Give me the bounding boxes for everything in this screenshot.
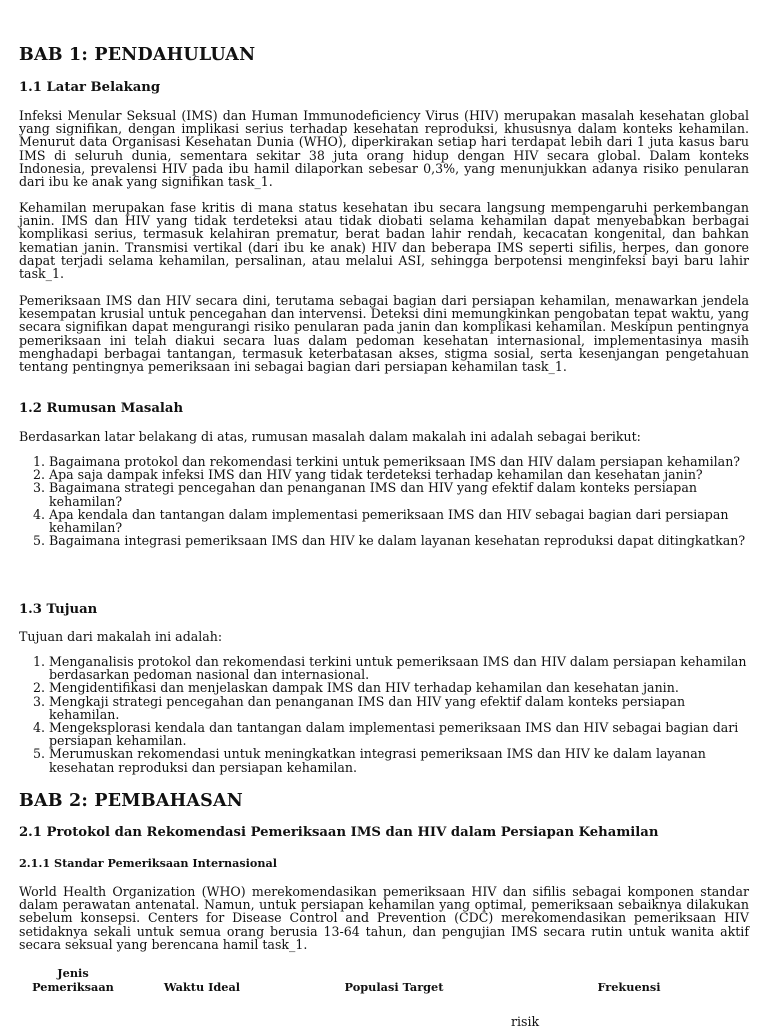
paragraph-latar-1: Infeksi Menular Seksual (IMS) dan Human Immunodeficiency Virus (HIV) merupakan masalah kesehatan global yang signifikan, dengan implikasi serius terhadap kesehatan reproduksi, khususnya dalam konteks kehamilan. Menurut data Organisasi Kesehatan Dunia (WHO), diperkirakan setiap hari terdapat lebih dari 1 juta kasus baru IMS di seluruh dunia, sementara sekitar 38 juta orang hidup dengan HIV secara global. Dalam konteks Indonesia, prevalensi HIV pada ibu hamil dilaporkan sebesar 0,3%, yang menunjukkan adanya risiko penularan dari ibu ke anak yang signifikan task_1. <box>19 108 749 190</box>
table-cell-partial: risik <box>511 1014 540 1029</box>
table-header-frekuensi: Frekuensi <box>597 980 661 994</box>
table-header-populasi: Populasi Target <box>344 980 444 994</box>
list-item: 5. Merumuskan rekomendasi untuk meningkatkan integrasi pemeriksaan IMS dan HIV ke dalam layanan kesehatan reproduksi dan persiapan kehamilan. <box>49 747 749 773</box>
paragraph-latar-2: Kehamilan merupakan fase kritis di mana status kesehatan ibu secara langsung mempengaruhi perkembangan janin. IMS dan HIV yang tidak terdeteksi atau tidak diobati selama kehamilan dapat menyebabkan berbagai komplikasi serius, termasuk kelahiran prematur, berat badan lahir rendah, kecacatan kongenital, dan bahkan kematian janin. Transmisi vertikal (dari ibu ke anak) HIV dan beberapa IMS seperti sifilis, herpes, dan gonore dapat terjadi selama kehamilan, persalinan, atau melalui ASI, sehingga berpotensi menginfeksi bayi baru lahir task_1. <box>19 200 749 282</box>
list-item: 4. Apa kendala dan tantangan dalam implementasi pemeriksaan IMS dan HIV sebagai bagian dari persiapan kehamilan? <box>49 508 749 534</box>
list-item: 4. Mengeksplorasi kendala dan tantangan dalam implementasi pemeriksaan IMS dan HIV sebagai bagian dari persiapan kehamilan. <box>49 721 749 747</box>
list-item: 3. Mengkaji strategi pencegahan dan penanganan IMS dan HIV yang efektif dalam konteks persiapan kehamilan. <box>49 695 749 721</box>
list-item: 2. Mengidentifikasi dan menjelaskan dampak IMS dan HIV terhadap kehamilan dan kesehatan janin. <box>49 681 749 694</box>
list-item: 2. Apa saja dampak infeksi IMS dan HIV yang tidak terdeteksi terhadap kehamilan dan kesehatan janin? <box>49 468 749 481</box>
paragraph-latar-3: Pemeriksaan IMS dan HIV secara dini, terutama sebagai bagian dari persiapan kehamilan, menawarkan jendela kesempatan krusial untuk pencegahan dan intervensi. Deteksi dini memungkinkan pengobatan tepat waktu, yang secara signifikan dapat mengurangi risiko penularan pada janin dan komplikasi kehamilan. Meskipun pentingnya pemeriksaan ini telah diakui secara luas dalam pedoman kesehatan internasional, implementasinya masih menghadapi berbagai tantangan, termasuk keterbatasan akses, stigma sosial, serta kesenjangan pengetahuan tentang pentingnya pemeriksaan ini sebagai bagian dari persiapan kehamilan task_1. <box>19 293 749 375</box>
section-heading-1-2: 1.2 Rumusan Masalah <box>19 401 184 416</box>
list-item: 3. Bagaimana strategi pencegahan dan penanganan IMS dan HIV yang efektif dalam konteks persiapan kehamilan? <box>49 481 749 507</box>
tujuan-list <box>19 655 749 774</box>
table-header-jenis: Jenis Pemeriksaan <box>32 966 114 994</box>
rumusan-list <box>19 455 749 547</box>
subsection-heading-2-1-1: 2.1.1 Standar Pemeriksaan Internasional <box>19 856 278 870</box>
list-item: 1. Bagaimana protokol dan rekomendasi terkini untuk pemeriksaan IMS dan HIV dalam persiapan kehamilan? <box>49 455 749 468</box>
list-item: 1. Menganalisis protokol dan rekomendasi terkini untuk pemeriksaan IMS dan HIV dalam persiapan kehamilan berdasarkan pedoman nasional dan internasional. <box>49 655 749 681</box>
table-header-waktu: Waktu Ideal <box>163 980 241 994</box>
paragraph-standar: World Health Organization (WHO) merekomendasikan pemeriksaan HIV dan sifilis sebagai komponen standar dalam perawatan antenatal. Namun, untuk persiapan kehamilan yang optimal, pemeriksaan sebaiknya dilakukan sebelum konsepsi. Centers for Disease Control and Prevention (CDC) merekomendasikan pemeriksaan HIV setidaknya sekali untuk semua orang berusia 13-64 tahun, dan pengujian IMS secara rutin untuk wanita aktif secara seksual yang berencana hamil task_1. <box>19 884 749 952</box>
paragraph-rumusan-intro: Berdasarkan latar belakang di atas, rumusan masalah dalam makalah ini adalah sebagai berikut: <box>19 429 641 444</box>
chapter-title-2: BAB 2: PEMBAHASAN <box>19 791 243 811</box>
paragraph-tujuan-intro: Tujuan dari makalah ini adalah: <box>19 629 223 644</box>
chapter-title-1: BAB 1: PENDAHULUAN <box>19 45 256 65</box>
list-item: 5. Bagaimana integrasi pemeriksaan IMS dan HIV ke dalam layanan kesehatan reproduksi dapat ditingkatkan? <box>49 534 749 547</box>
section-heading-1-3: 1.3 Tujuan <box>19 602 98 617</box>
section-heading-1-1: 1.1 Latar Belakang <box>19 80 161 95</box>
section-heading-2-1: 2.1 Protokol dan Rekomendasi Pemeriksaan IMS dan HIV dalam Persiapan Kehamilan <box>19 825 659 840</box>
